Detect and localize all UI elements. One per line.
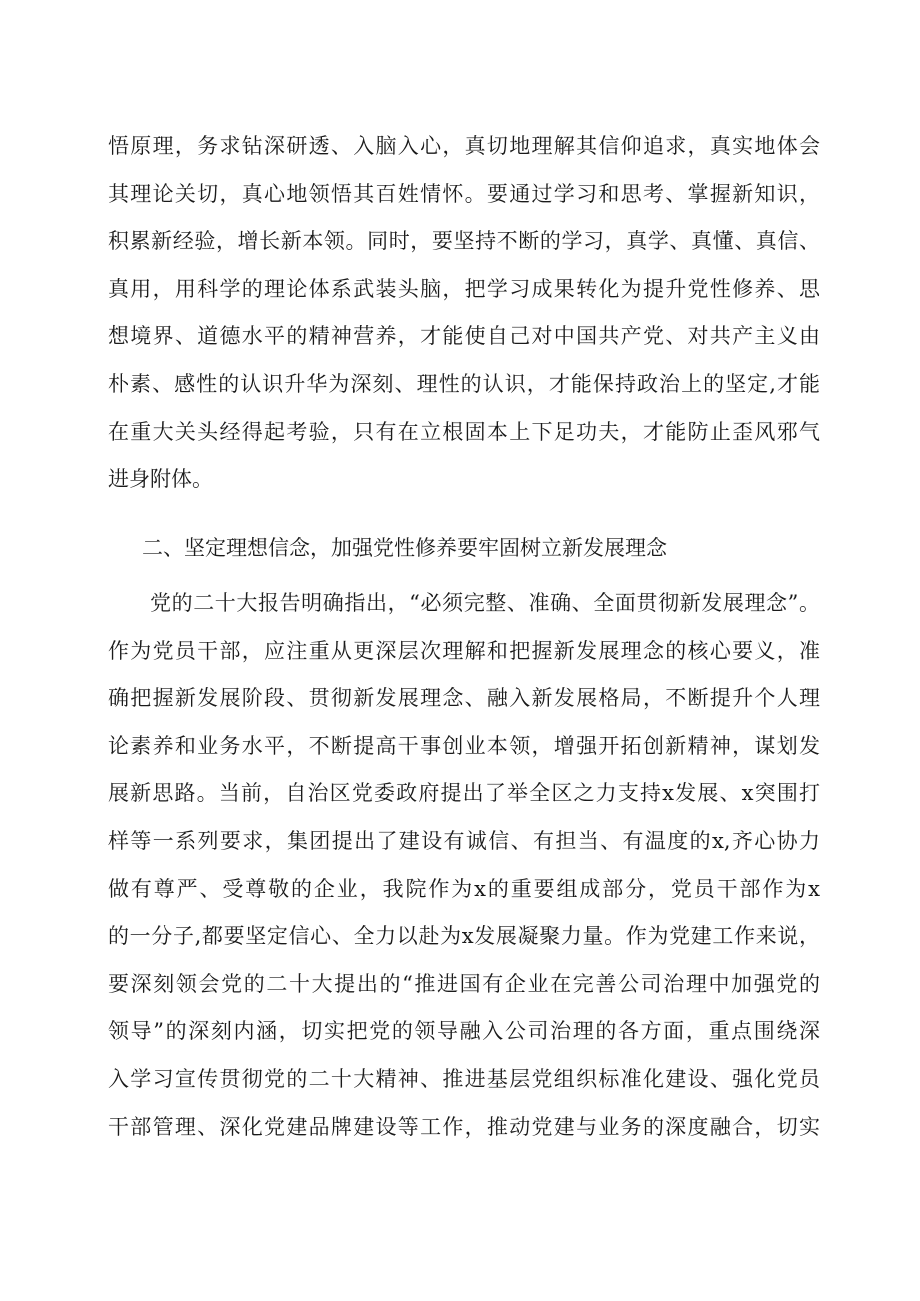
text-line: 干部管理、深化党建品牌建设等工作，推动党建与业务的深度融合，切实 [108, 1114, 820, 1139]
paragraph-1 [108, 123, 820, 504]
text-line: 想境界、道德水平的精神营养，才能使自己对中国共产党、对共产主义由 [108, 324, 820, 349]
section-heading: 二、坚定理想信念，加强党性修养要牢固树立新发展理念 [142, 536, 667, 560]
text-line: 确把握新发展阶段、贯彻新发展理念、融入新发展格局，不断提升个人理 [108, 686, 820, 711]
text-line: 在重大关头经得起考验，只有在立根固本上下足功夫，才能防止歪风邪气 [108, 419, 820, 444]
text-line: 的一分子,都要坚定信心、全力以赴为x发展凝聚力量。作为党建工作来说， [108, 924, 820, 949]
text-line: 做有尊严、受尊敬的企业，我院作为x的重要组成部分，党员干部作为x [108, 876, 820, 901]
text-line: 领导”的深刻内涵，切实把党的领导融入公司治理的各方面，重点围绕深 [108, 1019, 820, 1044]
text-line: 朴素、感性的认识升华为深刻、理性的认识，才能保持政治上的坚定,才能 [108, 371, 820, 396]
text-line: 党的二十大报告明确指出，“必须完整、准确、全面贯彻新发展理念”。 [150, 591, 820, 615]
text-line: 要深刻领会党的二十大提出的“推进国有企业在完善公司治理中加强党的 [108, 971, 820, 996]
text-line: 作为党员干部，应注重从更深层次理解和把握新发展理念的核心要义，准 [108, 638, 820, 663]
text-line: 展新思路。当前，自治区党委政府提出了举全区之力支持x发展、x突围打 [108, 781, 820, 806]
section-heading-block [108, 525, 820, 573]
text-line: 论素养和业务水平，不断提高干事创业本领，增强开拓创新精神，谋划发 [108, 733, 820, 758]
text-line: 其理论关切，真心地领悟其百姓情怀。要通过学习和思考、掌握新知识， [108, 181, 820, 206]
text-line: 入学习宣传贯彻党的二十大精神、推进基层党组织标准化建设、强化党员 [108, 1066, 820, 1091]
text-line: 进身附体。 [108, 467, 213, 492]
paragraph-2 [108, 580, 820, 1151]
text-line: 悟原理，务求钻深研透、入脑入心，真切地理解其信仰追求，真实地体会 [108, 134, 820, 158]
text-line: 真用，用科学的理论体系武装头脑，把学习成果转化为提升党性修养、思 [108, 276, 820, 301]
text-line: 样等一系列要求，集团提出了建设有诚信、有担当、有温度的x,齐心协力 [108, 828, 820, 853]
text-line: 积累新经验，增长新本领。同时，要坚持不断的学习，真学、真懂、真信、 [108, 229, 820, 254]
